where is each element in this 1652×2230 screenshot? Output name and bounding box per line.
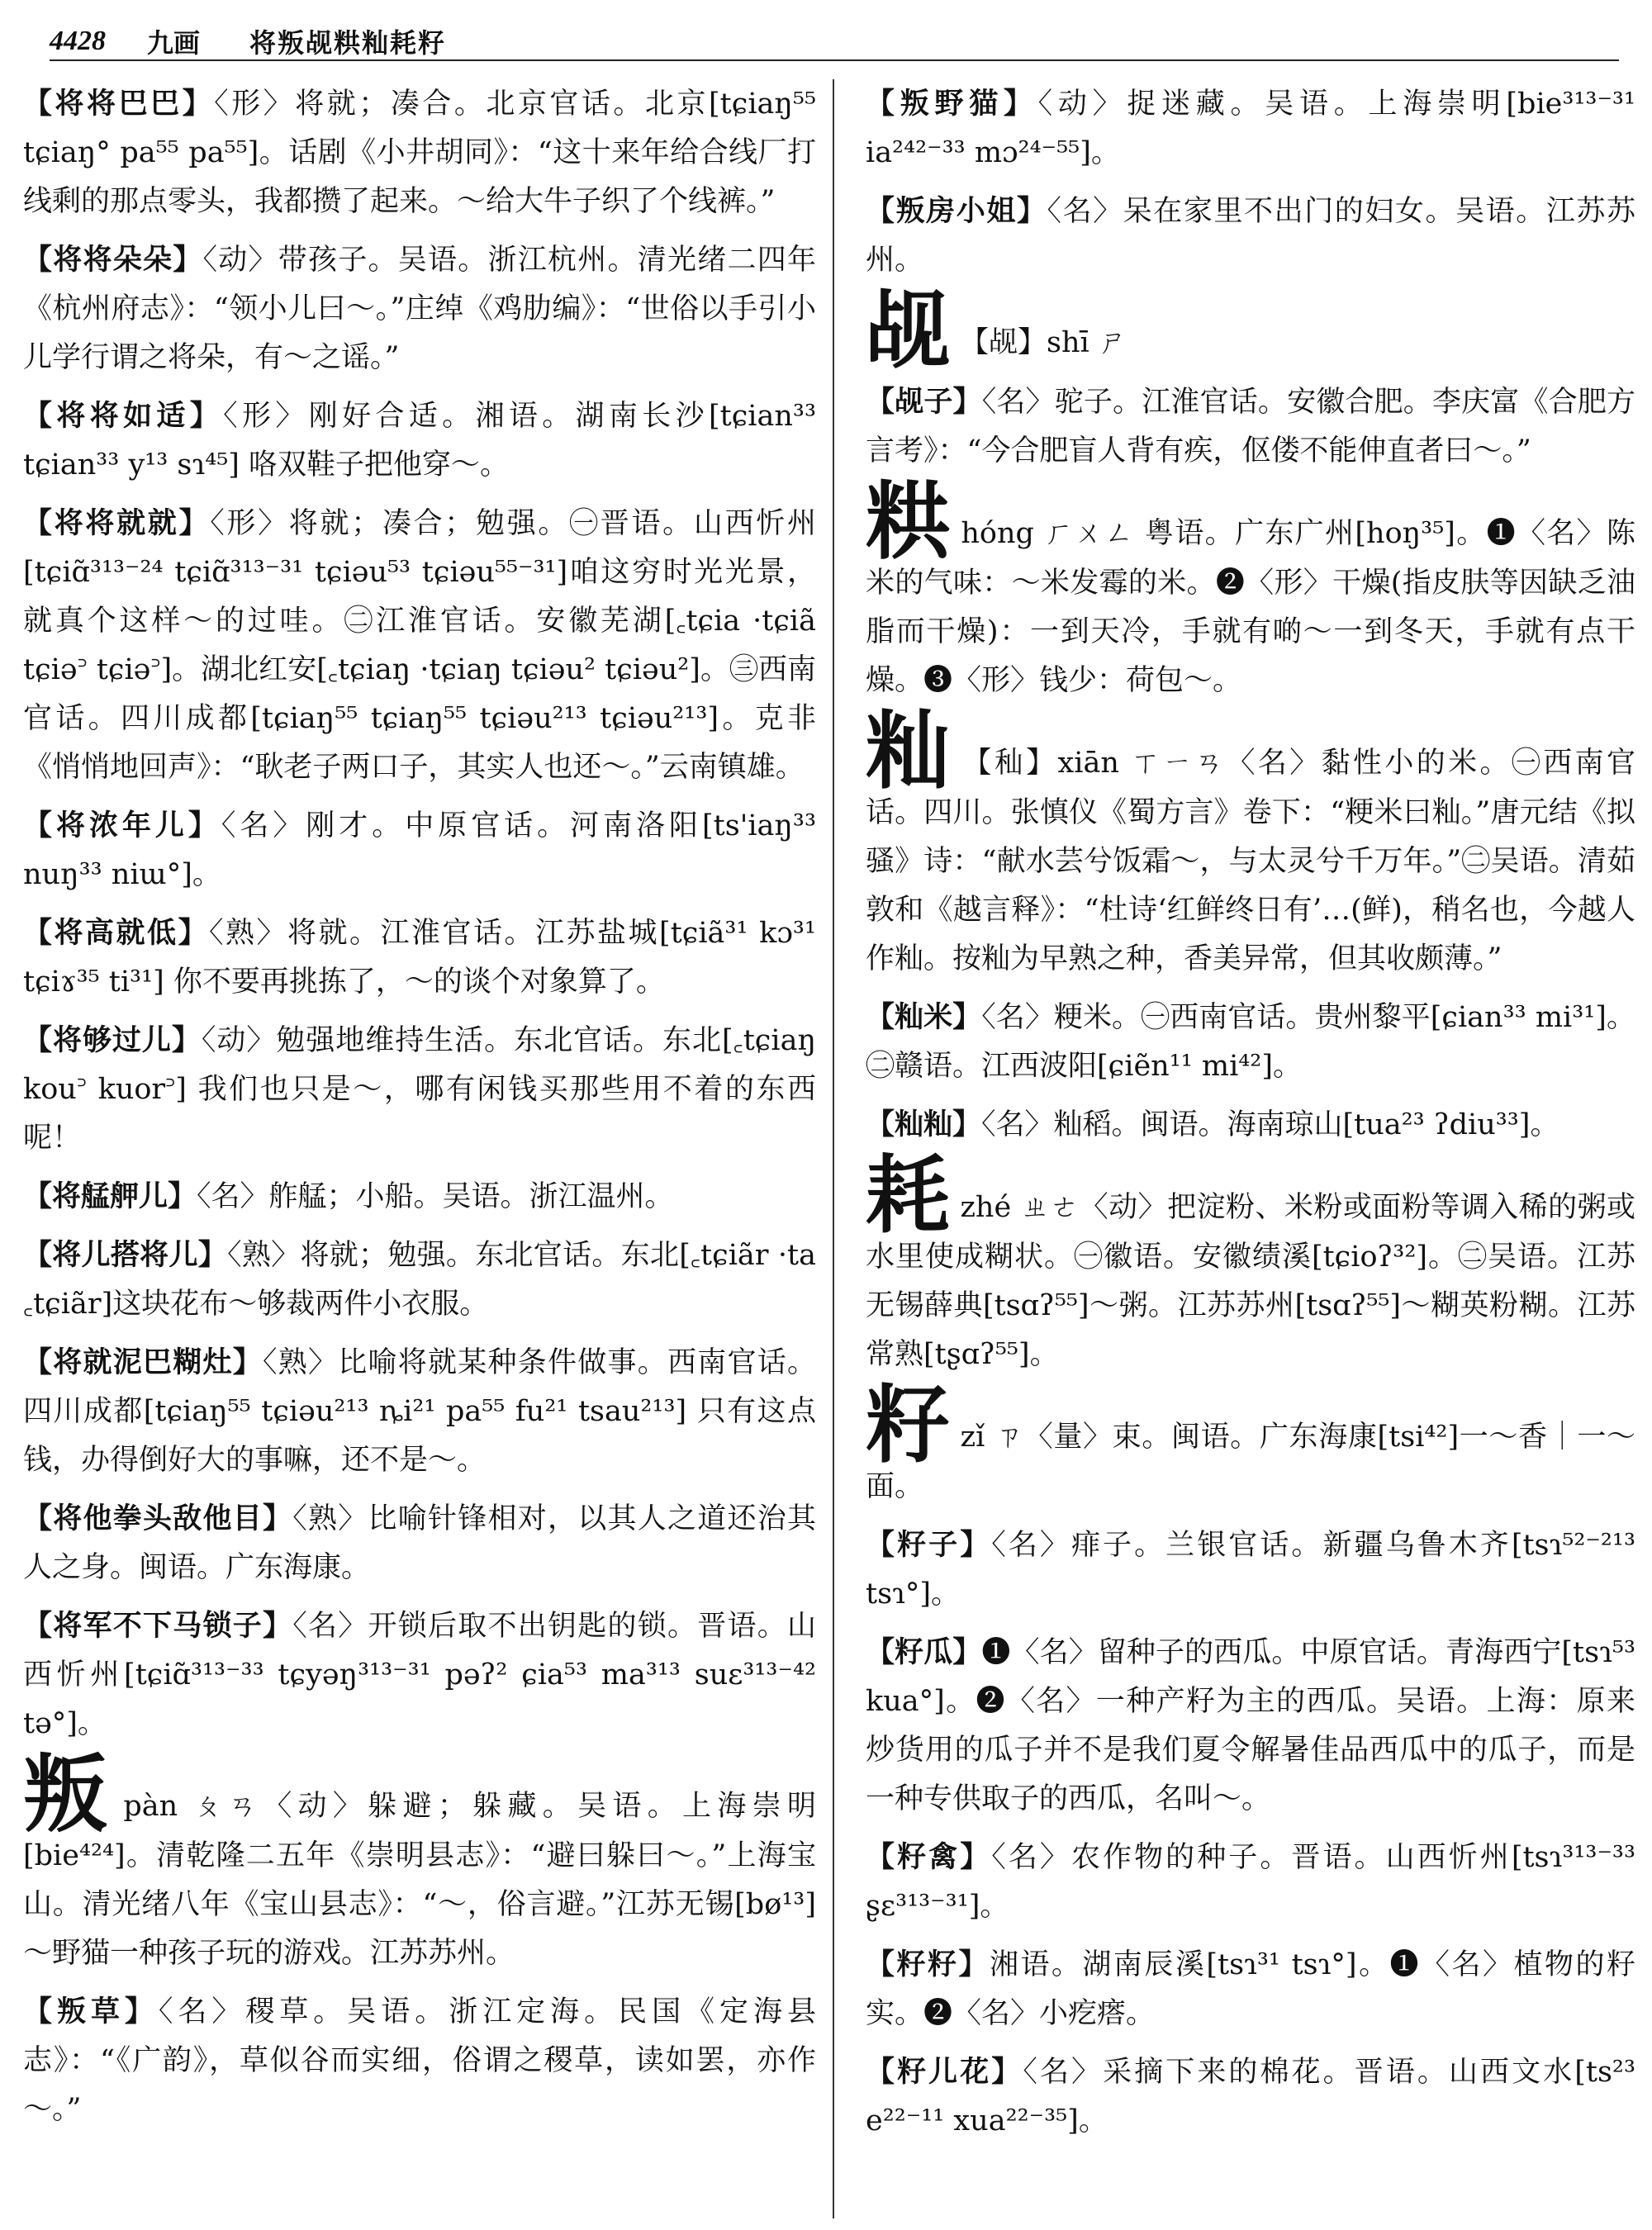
page-header <box>50 23 1619 61</box>
dictionary-entry <box>866 79 1635 178</box>
entry-text: 〈动〉勉强地维持生活。东北官话。东北[꜀tɕiaŋ kou꜄ kuor꜄] 我们也只是～，哪有闲钱买那些用不着的东西呢！ <box>23 1024 816 1155</box>
entry-headword: 【将儿搭将儿】 <box>23 1238 228 1272</box>
entry-headword: 【籼米】 <box>866 1000 982 1034</box>
head-character: 叛 <box>23 1745 114 1844</box>
left-column <box>23 79 816 2143</box>
entry-text: 〈名〉舴艋；小船。吴语。浙江温州。 <box>197 1180 674 1213</box>
dictionary-entry <box>23 1231 816 1329</box>
entry-text: 〈名〉稷草。吴语。浙江定海。民国《定海县志》：“《广韵》，草似谷而实细，俗谓之稷草，读如罢，亦作～。” <box>23 1995 816 2126</box>
character-entry <box>866 472 1636 705</box>
column-divider <box>833 79 834 2218</box>
entry-headword: 【将将巴巴】 <box>23 87 215 121</box>
dictionary-entry <box>866 2047 1635 2146</box>
right-column <box>866 79 1635 2155</box>
dictionary-entry <box>23 1338 816 1485</box>
head-character: 籽 <box>866 1376 951 1475</box>
entry-text: 〈动〉带孩子。吴语。浙江杭州。清光绪二四年《杭州府志》：“领小儿曰～。”庄绰《鸡肋编》：“世俗以手引小儿学行谓之将朵，有～之谣。” <box>23 244 816 374</box>
entry-headword: 【将够过儿】 <box>23 1023 202 1057</box>
dictionary-entry <box>866 1628 1635 1824</box>
entry-text: 〈名〉粳米。㊀西南官话。贵州黎平[ɕian³³ mi³¹]。㊁赣语。江西波阳[ɕiẽn¹¹ mi⁴²]。 <box>866 1001 1635 1083</box>
entry-headword: 【将高就低】 <box>23 916 210 950</box>
entry-headword: 【籽儿花】 <box>866 2055 1023 2089</box>
entry-text: 〈名〉驼子。江淮官话。安徽合肥。李庆富《合肥方言考》：“今合肥盲人背有疾，伛偻不能伸直者曰～。” <box>866 386 1635 467</box>
dictionary-entry <box>23 1987 816 2134</box>
entry-headword: 【叛房小姐】 <box>866 194 1047 228</box>
dictionary-entry <box>23 79 816 226</box>
dictionary-entry <box>23 499 816 792</box>
entry-headword: 【籽瓜】 <box>866 1635 982 1669</box>
entry-headword: 【叛草】 <box>23 1995 159 2028</box>
entry-text: hóng ㄏㄨㄥ 粤语。广东广州[hoŋ³⁵]。❶〈名〉陈米的气味：～米发霉的米。❷〈形〉干燥(指皮肤等因缺乏油脂而干燥)：一到天冷，手就有啲～一到冬天，手就有点干燥。❸〈形〉钱少：荷包～。 <box>866 517 1636 697</box>
dictionary-entry <box>866 993 1635 1091</box>
entry-text: 〈名〉农作物的种子。晋语。山西忻州[tsɿ³¹³⁻³³ ʂɛ³¹³⁻³¹]。 <box>866 1841 1635 1923</box>
entry-headword: 【籼籼】 <box>866 1108 982 1141</box>
character-entry <box>866 1376 1635 1511</box>
head-character: 觇 <box>866 282 950 381</box>
dictionary-entry <box>866 1100 1635 1150</box>
entry-text: 〈形〉刚好合适。湘语。湖南长沙[tɕian³³ tɕian³³ y¹³ sɿ⁴⁵] 咯双鞋子把他穿～。 <box>23 400 816 482</box>
entry-text: 【秈】xiān ㄒㄧㄢ〈名〉黏性小的米。㊀西南官话。四川。张慎仪《蜀方言》卷下：“粳米曰籼。”唐元结《拟骚》诗：“献水芸兮饭霜～，与太灵兮千万年。”㊁吴语。清茹敦和《越言释》：“杜诗‘红鲜终日有’…(鲜)，稍名也，今越人作籼。按籼为早熟之种，香美异常，但其收颇薄。” <box>866 747 1636 975</box>
entry-text: zhé ㄓㄜ〈动〉把淀粉、米粉或面粉等调入稀的粥或水里使成糊状。㊀徽语。安徽绩溪[tɕioʔ³²]。㊁吴语。江苏无锡薛典[tsɑʔ⁵⁵]～粥。江苏苏州[tsɑʔ⁵⁵]～糊英粉糊。江苏常熟[tʂɑʔ⁵⁵]。 <box>866 1191 1635 1371</box>
dictionary-entry <box>23 1172 816 1222</box>
character-entry <box>866 1146 1635 1379</box>
entry-text: 〈熟〉比喻将就某种条件做事。西南官话。四川成都[tɕiaŋ⁵⁵ tɕiəu²¹³ ȵi²¹ pa⁵⁵ fu²¹ tsau²¹³] 只有这点钱，办得倒好大的事嘛，还不是～。 <box>23 1346 816 1477</box>
page-number: 4428 <box>50 26 106 56</box>
entry-text: 〈名〉刚才。中原官话。河南洛阳[ts'iaŋ³³ nuŋ³³ niɯ°]。 <box>23 809 816 891</box>
dictionary-entry <box>866 187 1635 285</box>
entry-headword: 【将浓年儿】 <box>23 809 221 842</box>
character-entry <box>866 702 1636 984</box>
entry-headword: 【将军不下马锁子】 <box>23 1609 293 1643</box>
dictionary-entry <box>23 1016 816 1163</box>
dictionary-entry <box>23 391 816 490</box>
dictionary-entry <box>866 1833 1635 1931</box>
character-entry <box>866 282 1635 381</box>
entry-text: 〈熟〉比喻针锋相对，以其人之道还治其人之身。闽语。广东海康。 <box>23 1502 816 1584</box>
entry-text: 〈熟〉将就；勉强。东北官话。东北[꜀tɕiãr ·ta ꜀tɕiãr]这块花布～够裁两件小衣服。 <box>23 1239 816 1321</box>
character-entry <box>23 1745 816 1978</box>
entry-text: 〈名〉痱子。兰银官话。新疆乌鲁木齐[tsɿ⁵²⁻²¹³ tsɿ°]。 <box>866 1529 1635 1611</box>
dictionary-entry <box>23 235 816 382</box>
entry-headword: 【叛野猫】 <box>866 87 1038 121</box>
entry-text: pàn ㄆㄢ〈动〉躲避；躲藏。吴语。上海崇明[bie⁴²⁴]。清乾隆二五年《崇明县志》：“避曰躲曰～。”上海宝山。清光绪八年《宝山县志》：“～，俗言避。”江苏无锡[bø¹³]～野猫一种孩子玩的游戏。江苏苏州。 <box>23 1790 816 1970</box>
entry-text: 〈名〉籼稻。闽语。海南琼山[tua²³ ʔdiu³³]。 <box>981 1108 1559 1141</box>
head-character: 耗 <box>866 1146 951 1245</box>
dictionary-entry <box>23 1601 816 1748</box>
dictionary-entry <box>866 1940 1635 2038</box>
entry-text: 〈名〉采摘下来的棉花。晋语。山西文水[ts²³ e²²⁻¹¹ xua²²⁻³⁵]。 <box>866 2056 1635 2137</box>
entry-text: 〈动〉捉迷藏。吴语。上海崇明[bie³¹³⁻³¹ ia²⁴²⁻³³ mɔ²⁴⁻⁵⁵]。 <box>866 88 1635 169</box>
dictionary-entry <box>866 377 1635 476</box>
entry-text: 〈名〉呆在家里不出门的妇女。吴语。江苏苏州。 <box>866 195 1635 277</box>
entry-headword: 【籽子】 <box>866 1528 992 1562</box>
entry-headword: 【籽籽】 <box>866 1948 990 1981</box>
dictionary-entry <box>866 1521 1635 1619</box>
dictionary-entry <box>23 909 816 1007</box>
section-label: 九画 <box>147 27 201 59</box>
running-title: 将叛觇粠籼耗籽 <box>249 27 447 59</box>
entry-headword: 【觇子】 <box>866 385 982 419</box>
dictionary-entry <box>23 801 816 899</box>
entry-headword: 【将他拳头敌他目】 <box>23 1502 293 1535</box>
entry-text: 【觇】shī ㄕ <box>960 326 1127 359</box>
entry-text: 湘语。湖南辰溪[tsɿ³¹ tsɿ°]。❶〈名〉植物的籽实。❷〈名〉小疙瘩。 <box>866 1948 1635 2030</box>
entry-text: 〈形〉将就；凑合。北京官话。北京[tɕiaŋ⁵⁵ tɕiaŋ° pa⁵⁵ pa⁵⁵]。话剧《小井胡同》：“这十来年给合线厂打线剩的那点零头，我都攒了起来。～给大牛子织了个线裤。” <box>23 88 816 218</box>
entry-headword: 【籽禽】 <box>866 1840 992 1874</box>
entry-text: 〈名〉开锁后取不出钥匙的锁。晋语。山西忻州[tɕiɑ̃³¹³⁻³³ tɕyəŋ³¹³⁻³¹ pəʔ² ɕia⁵³ ma³¹³ suɛ³¹³⁻⁴² tə°]。 <box>23 1610 816 1740</box>
dictionary-entry <box>23 1494 816 1592</box>
entry-headword: 【将将如适】 <box>23 399 224 433</box>
entry-text: ❶〈名〉留种子的西瓜。中原官话。青海西宁[tsɿ⁵³ kua°]。❷〈名〉一种产籽为主的西瓜。吴语。上海：原来炒货用的瓜子并不是我们夏令解暑佳品西瓜中的瓜子，而是一种专供取子的西瓜，名叫～。 <box>866 1636 1635 1815</box>
entry-headword: 【将艋舺儿】 <box>23 1179 197 1213</box>
entry-headword: 【将就泥巴糊灶】 <box>23 1345 263 1379</box>
head-character: 粠 <box>866 472 952 572</box>
head-character: 籼 <box>866 702 953 801</box>
entry-text: zǐ ㄗ〈量〉束。闽语。广东海康[tsi⁴²]一～香｜一～面。 <box>866 1421 1635 1503</box>
entry-headword: 【将将朵朵】 <box>23 243 203 277</box>
entry-text: 〈形〉将就；凑合；勉强。㊀晋语。山西忻州[tɕiɑ̃³¹³⁻²⁴ tɕiɑ̃³¹³⁻³¹ tɕiəu⁵³ tɕiəu⁵⁵⁻³¹]咱这穷时光光景，就真个这样～的过哇。㊁江淮官话。安徽芜湖[꜀tɕia ·tɕiã tɕiə꜄ tɕiə꜄]。湖北红安[꜀tɕiaŋ ·tɕiaŋ tɕiəu² tɕiəu²]。㊂西南官话。四川成都[tɕiaŋ⁵⁵ tɕiaŋ⁵⁵ tɕiəu²¹³ tɕiəu²¹³]。克非《悄悄地回声》：“耿老子两口子，其实人也还～。”云南镇雄。 <box>23 507 816 784</box>
entry-headword: 【将将就就】 <box>23 506 211 540</box>
entry-text: 〈熟〉将就。江淮官话。江苏盐城[tɕiã³¹ kɔ³¹ tɕiɤ³⁵ ti³¹] 你不要再挑拣了，～的谈个对象算了。 <box>23 917 816 999</box>
